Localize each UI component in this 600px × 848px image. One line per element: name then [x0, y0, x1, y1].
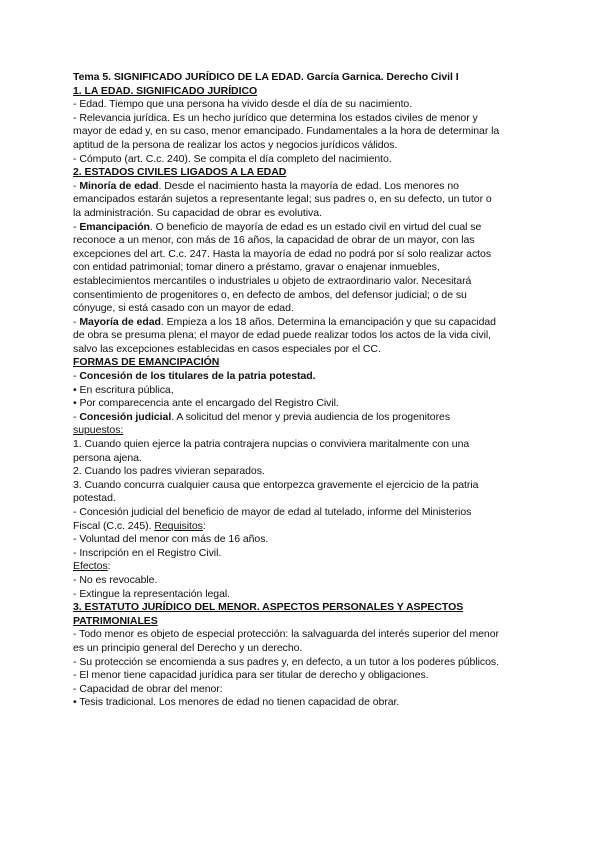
colon: :	[202, 519, 206, 532]
dash: -	[73, 179, 80, 192]
concesion-judicial-label: Concesión judicial	[79, 410, 172, 423]
section3-heading: PATRIMONIALES	[73, 614, 158, 627]
bullet-icon: •	[73, 696, 80, 709]
bullet-icon: •	[73, 397, 80, 410]
minoria-line: emancipados estarán sujetos a representante legal; sus padres o, en su defecto, un tutor o	[73, 193, 492, 206]
dash: -	[73, 315, 80, 328]
title-bold: Tema 5.	[73, 71, 111, 83]
formas-heading: FORMAS DE EMANCIPACIÓN	[73, 356, 220, 369]
section1-line: - Edad. Tiempo que una persona ha vivido desde el día de su nacimiento.	[73, 98, 413, 111]
bullet-icon: •	[73, 383, 80, 396]
emancipacion-line: excepciones del art. C.c. 247. Hasta la mayoría de edad no podrá por sí solo realizar actos	[73, 247, 492, 260]
emancipacion-label: Emancipación	[79, 220, 150, 233]
numbered-line: 3. Cuando concurra cualquier causa que entorpezca gravemente el ejercicio de la patria	[73, 478, 479, 491]
bullet-item	[73, 696, 540, 710]
supuestos-label: supuestos:	[73, 424, 124, 437]
efecto-item: - No es revocable.	[73, 573, 158, 586]
emancipacion-line: reconoce a un menor, con más de 16 años, la capacidad de obrar de un mayor, con las	[73, 234, 475, 247]
concesion-titulares-line	[73, 370, 540, 384]
section3-line: - Capacidad de obrar del menor:	[73, 682, 223, 695]
mayoria-line	[73, 316, 540, 330]
emancipacion-line	[73, 221, 540, 235]
concesion-titulares-label: Concesión de los titulares de la patria potestad.	[79, 370, 316, 383]
section1-line: aptitud de la persona de realizar los actos y negocios jurídicos válidos.	[73, 138, 398, 151]
concesion-tutelado-line: - Concesión judicial del beneficio de mayor de edad al tutelado, informe del Ministerios	[73, 506, 472, 518]
emancipacion-text: . O beneficio de mayoría de edad es un estado civil en virtud del cual se	[149, 220, 482, 233]
bullet-text: En escritura pública,	[79, 383, 174, 396]
bullet-item	[73, 397, 540, 411]
section1-line: mayor de edad y, en su caso, menor emancipado. Fundamentales a la hora de determinar la	[73, 125, 500, 138]
document-title	[73, 71, 540, 85]
dash: -	[73, 410, 80, 423]
dash: -	[73, 370, 80, 383]
concesion-judicial-text: . A solicitud del menor y previa audiencia de los progenitores	[171, 410, 451, 423]
bullet-text: Por comparecencia ante el encargado del Registro Civil.	[79, 397, 339, 410]
mayoria-line: de obra se presuma plena; el mayor de edad puede realizar todos los actos de la vida civil,	[73, 329, 492, 342]
emancipacion-line: consentimiento de progenitores o, en defecto de ambos, del defensor judicial; o de su	[73, 288, 467, 301]
section3-line: - Todo menor es objeto de especial protección: la salvaguarda del interés superior del menor	[73, 628, 499, 641]
colon: :	[107, 560, 111, 573]
emancipacion-line: con entidad patrimonial; tomar dinero a préstamo, gravar o enajenar inmuebles,	[73, 261, 440, 274]
requisito-item: - Voluntad del menor con más de 16 años.	[73, 533, 269, 546]
emancipacion-line: establecimientos mercantiles o industriales u objeto de extraordinario valor. Necesitará	[73, 274, 472, 287]
efectos-heading	[73, 560, 540, 574]
fiscal-text: Fiscal (C.c. 245).	[73, 519, 155, 532]
section3-line: es un principio general del Derecho y un derecho.	[73, 641, 303, 654]
requisito-item: - Inscripción en el Registro Civil.	[73, 546, 222, 559]
numbered-line: persona ajena.	[73, 451, 142, 464]
efecto-item: - Extingue la representación legal.	[73, 587, 231, 600]
section1-line: - Relevancia jurídica. Es un hecho jurídico que determina los estados civiles de menor y	[73, 111, 478, 124]
bullet-item	[73, 384, 540, 398]
concesion-tutelado-line	[73, 520, 540, 534]
minoria-text: . Desde el nacimiento hasta la mayoría de edad. Los menores no	[158, 179, 459, 192]
bullet-text: Tesis tradicional. Los menores de edad no tienen capacidad de obrar.	[79, 696, 400, 709]
efectos-label: Efectos	[73, 560, 108, 573]
emancipacion-line: cónyuge, si está casado con un mayor de edad.	[73, 302, 294, 315]
concesion-judicial-line	[73, 411, 540, 425]
numbered-line: 2. Cuando los padres vivieran separados.	[73, 465, 265, 478]
minoria-line	[73, 180, 540, 194]
mayoria-label: Mayoría de edad	[79, 315, 161, 328]
minoria-label: Minoría de edad	[79, 179, 159, 192]
section1-heading: 1. LA EDAD. SIGNIFICADO JURÍDICO	[73, 84, 258, 97]
mayoria-text: . Empieza a los 18 años. Determina la emancipación y que su capacidad	[160, 315, 496, 328]
section3-line: - Su protección se encomienda a sus padres y, en defecto, a un tutor a los poderes públicos.	[73, 655, 499, 668]
numbered-line: 1. Cuando quien ejerce la patria contrajera nupcias o conviviera maritalmente con una	[73, 438, 470, 451]
section3-line: - El menor tiene capacidad jurídica para ser titular de derecho y obligaciones.	[73, 669, 429, 682]
requisitos-label: Requisitos	[154, 519, 203, 532]
numbered-line: potestad.	[73, 492, 116, 505]
section3-heading: 3. ESTATUTO JURÍDICO DEL MENOR. ASPECTOS PERSONALES Y ASPECTOS	[73, 601, 464, 614]
mayoria-line: salvo las excepciones establecidas en casos especiales por el CC.	[73, 342, 381, 355]
section2-heading: 2. ESTADOS CIVILES LIGADOS A LA EDAD	[73, 166, 287, 179]
minoria-line: la administración. Su capacidad de obrar es evolutiva.	[73, 206, 322, 219]
dash: -	[73, 220, 80, 233]
section1-line: - Cómputo (art. C.c. 240). Se compita el día completo del nacimiento.	[73, 152, 392, 165]
title-rest: SIGNIFICADO JURÍDICO DE LA EDAD. García Garnica. Derecho Civil I	[110, 71, 459, 83]
